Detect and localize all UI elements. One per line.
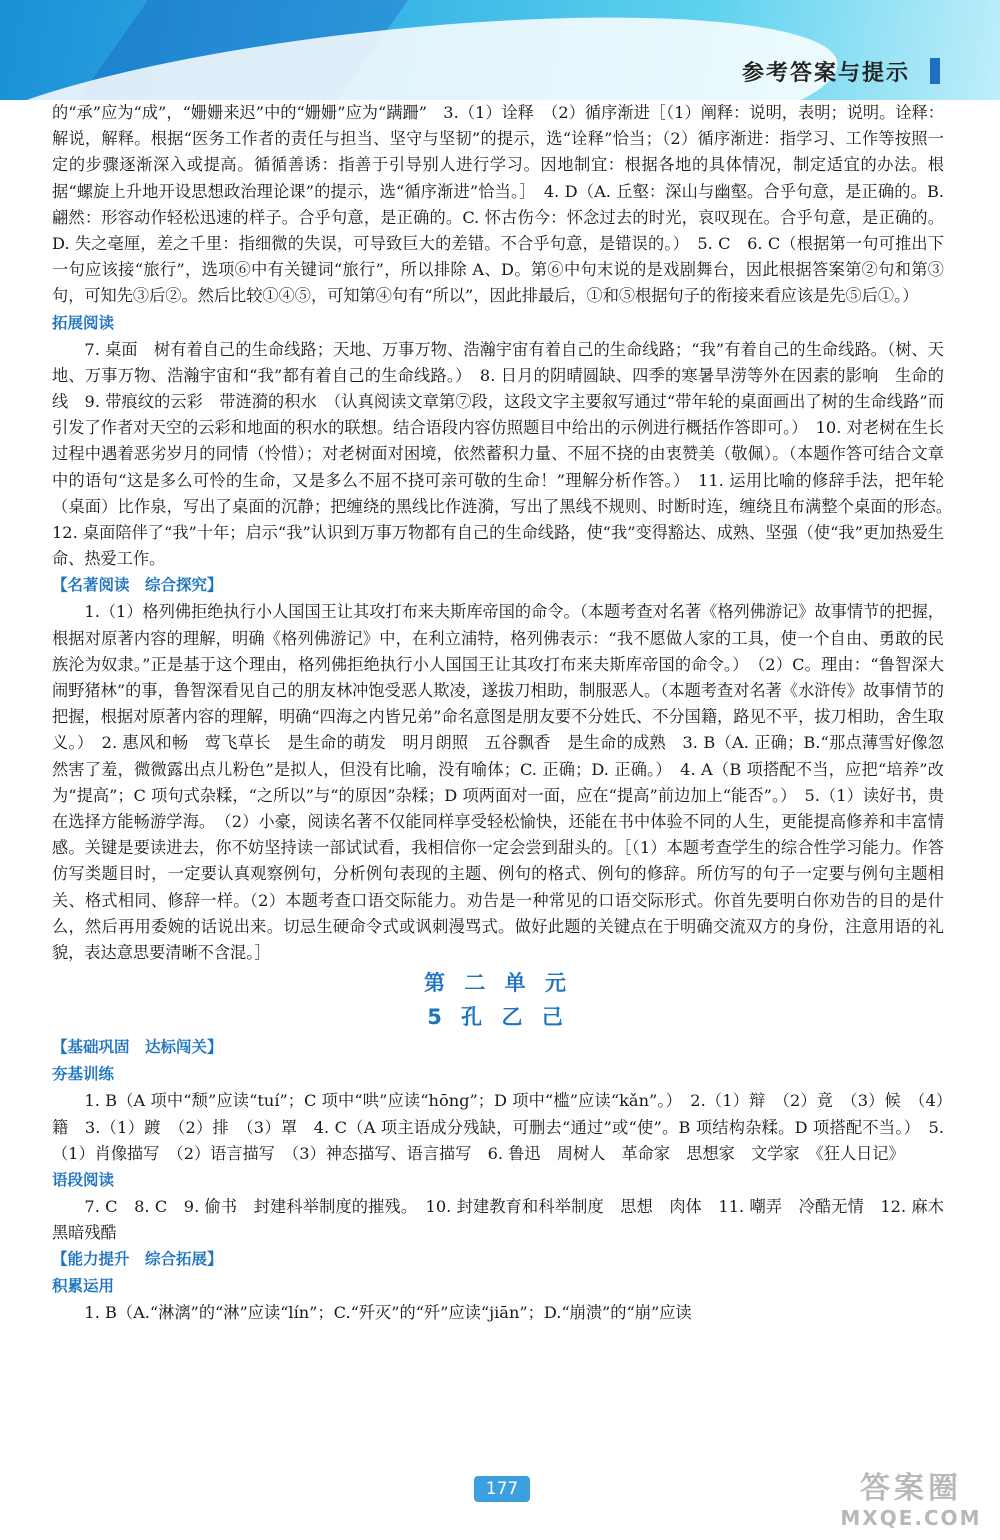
section-heading-jilei: 积累运用	[52, 1277, 115, 1296]
lesson-title: 5 孔 乙 己	[427, 1005, 569, 1030]
section-heading-jichu: 【基础巩固 达标闯关】	[52, 1038, 223, 1057]
answer-paragraph: 7. C 8. C 9. 偷书 封建科举制度的摧残。 10. 封建教育和科举制度 思想 肉体 11. 嘲弄 冷酷无情 12. 麻木 黑暗残酷	[52, 1196, 961, 1243]
section-heading-nengli: 【能力提升 综合拓展】	[52, 1250, 223, 1269]
watermark-logo-text: 答案圈	[860, 1471, 962, 1506]
answer-content	[52, 100, 961, 1327]
page-number: 177	[474, 1476, 530, 1502]
answer-paragraph: 1. B（A 项中“颓”应读“tuí”；C 项中“哄”应读“hōng”；D 项中“槛”应读“kǎn”。） 2.（1）辩 （2）竟 （3）候 （4）籍 3.（1）踱 （2）排 （3）罩 4. C（A 项主语成分残缺，可删去“通过”或“使”。B 项结构杂糅。D 项搭配不当。） 5.（1）肖像描写 （2）语言描写 （3）神态描写、语言描写 6. 鲁迅 周树人 革命家 思想家 文学家 《狂人日记》	[52, 1091, 944, 1163]
section-heading-mingzhu: 【名著阅读 综合探究】	[52, 576, 223, 595]
section-heading-yuduan: 语段阅读	[52, 1170, 115, 1189]
answer-paragraph: 7. 桌面 树有着自己的生命线路；天地、万事万物、浩瀚宇宙有着自己的生命线路；“我”有着自己的生命线路。（树、天地、万事万物、浩瀚宇宙和“我”都有着自己的生命线路。） 8. 日月的阴晴圆缺、四季的寒暑旱涝等外在因素的影响 生命的线 9. 带痕纹的云彩 带涟漪的积水 （认真阅读文章第⑦段，这段文字主要叙写通过“带年轮的桌面画出了树的生命线路”而引发了作者对天空的云彩和地面的积水的联想。结合语段内容仿照题目中给出的示例进行概括作答即可。） 10. 对老树在生长过程中遇着恶劣岁月的同情（怜惜）；对老树面对困境，依然蓄积力量、不屈不挠的由衷赞美（敬佩）。（本题作答可结合文章中的语句“这是多么可怜的生命，又是多么不屈不挠可亲可敬的生命！”理解分析作答。） 11. 运用比喻的修辞手法，把年轮（桌面）比作泉，写出了桌面的沉静；把缠绕的黑线比作涟漪，写出了黑线不规则、时断时连，缠绕且布满整个桌面的形态。 12. 桌面陪伴了“我”十年；启示“我”认识到万事万物都有自己的生命线路，使“我”变得豁达、成熟、坚强（使“我”更加热爱生命、热爱工作。	[52, 339, 961, 569]
watermark-logo	[836, 1472, 986, 1532]
header-accent-bar	[930, 58, 940, 84]
page-header-title: 参考答案与提示	[741, 61, 910, 86]
answer-paragraph: 1.（1）格列佛拒绝执行小人国国王让其攻打布来夫斯库帝国的命令。（本题考查对名著《格列佛游记》故事情节的把握，根据对原著内容的理解，明确《格列佛游记》中，在利立浦特，格列佛表示：“我不愿做人家的工具，使一个自由、勇敢的民族沦为奴隶。”正是基于这个理由，格列佛拒绝执行小人国国王让其攻打布来夫斯库帝国的命令。） （2）C。理由：“鲁智深大闹野猪林”的事，鲁智深看见自己的朋友林冲饱受恶人欺凌，遂拔刀相助，制服恶人。（本题考查对名著《水浒传》故事情节的把握，根据对原著内容的理解，明确“四海之内皆兄弟”命名意图是朋友要不分姓氏、不分国籍，路见不平，拔刀相助，舍生取义。） 2. 惠风和畅 莺飞草长 是生命的萌发 明月朗照 五谷飘香 是生命的成熟 3. B（A. 正确；B.“那点薄雪好像忽然害了羞，微微露出点儿粉色”是拟人，但没有比喻，没有喻体；C. 正确；D. 正确。） 4. A（B 项搭配不当，应把“培养”改为“提高”；C 项句式杂糅，“之所以”与“的原因”杂糅；D 项两面对一面，应在“提高”前边加上“能否”。） 5.（1）读好书，贵在选择方能畅游学海。 （2）小豪，阅读名著不仅能同样享受轻松愉快，还能在书中体验不同的人生，更能提高修养和丰富情感。关键是要读进去，你不妨坚持读一部试试看，我相信你一定会尝到甜头的。［（1）本题考查学生的综合性学习能力。作答仿写类题目时，一定要认真观察例句，分析例句表现的主题、例句的格式、例句的修辞。所仿写的句子一定要与例句主题相关、格式相同、修辞一样。（2）本题考查口语交际能力。劝告是一种常见的口语交际形式。你首先要明白你劝告的目的是什么，然后再用委婉的话说出来。切忌生硬命令式或讽刺漫骂式。做好此题的关键点在于明确交流双方的身份，注意用语的礼貌，表达意思要清晰不含混。］	[52, 602, 944, 963]
answer-paragraph: 1. B（A.“淋漓”的“淋”应读“lín”；C.“歼灭”的“歼”应读“jiān”；D.“崩溃”的“崩”应读	[84, 1303, 692, 1323]
answer-paragraph: 的“承”应为“成”，“姗姗来迟”中的“姗姗”应为“蹒跚” 3.（1）诠释 （2）循序渐进［（1）阐释：说明，表明；说明。诠释：解说，解释。根据“医务工作者的责任与担当、坚守与坚韧”的提示，选“诠释”恰当；（2）循序渐进：指学习、工作等按照一定的步骤逐渐深入或提高。循循善诱：指善于引导别人进行学习。因地制宜：根据各地的具体情况，制定适宜的办法。根据“螺旋上升地开设思想政治理论课”的提示，选“循序渐进”恰当。］ 4. D（A. 丘壑：深山与幽壑。合乎句意，是正确的。B. 翩然：形容动作轻松迅速的样子。合乎句意，是正确的。C. 怀古伤今：怀念过去的时光，哀叹现在。合乎句意，是正确的。D. 失之毫厘，差之千里：指细微的失误，可导致巨大的差错。不合乎句意，是错误的。） 5. C 6. C（根据第一句可推出下一句应该接“旅行”，选项⑥中有关键词“旅行”，所以排除 A、D。第⑥中句末说的是戏剧舞台，因此根据答案第②句和第③句，可知先③后②。然后比较①④⑤，可知第④句有“所以”，因此排最后，①和⑤根据句子的衔接来看应该是先⑤后①。）	[52, 103, 944, 306]
section-heading-tuozhan: 拓展阅读	[52, 313, 115, 332]
unit-title: 第 二 单 元	[424, 971, 572, 996]
watermark-url: MXQE.COM	[840, 1506, 982, 1530]
section-heading-duoji: 夯基训练	[52, 1065, 115, 1084]
